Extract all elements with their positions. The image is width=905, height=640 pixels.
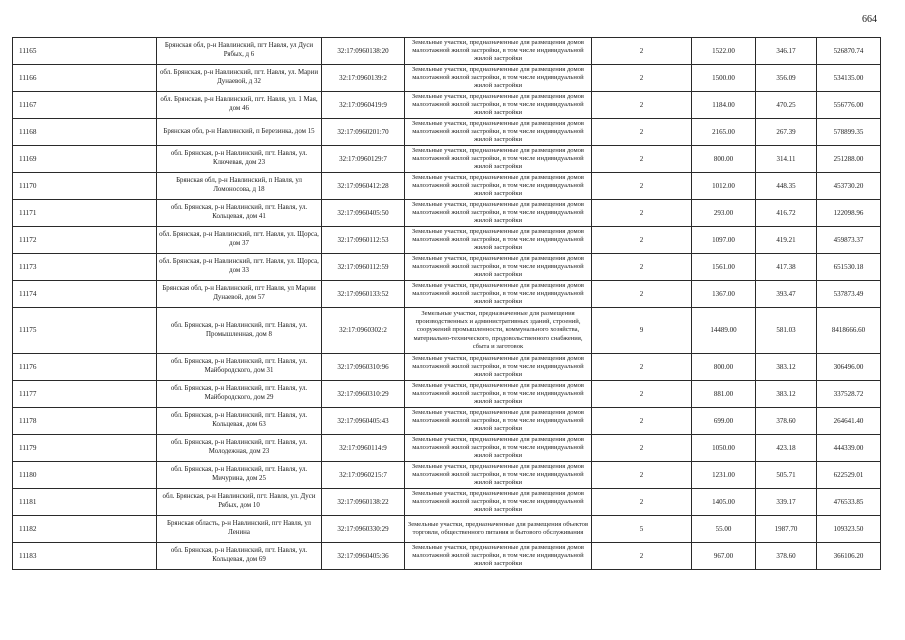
cadastral-number-cell: 32:17:0960138:20 [322,38,405,65]
table-row [13,38,881,65]
land-use-cell: Земельные участки, предназначенные для размещения домов малоэтажной жилой застройки, в том числе индивидуальной жилой застройки [405,462,592,489]
unit-value-cell: 378.60 [756,408,817,435]
cadastral-number-cell: 32:17:0960412:28 [322,173,405,200]
unit-value-cell: 346.17 [756,38,817,65]
record-number-cell: 11178 [13,408,157,435]
address-cell: обл. Брянская, р-н Навлинский, пгт. Навля, ул. Кольцевая, дом 41 [157,200,322,227]
record-number-cell: 11180 [13,462,157,489]
unit-value-cell: 581.03 [756,308,817,354]
cadastral-value-cell: 8418666.60 [817,308,881,354]
land-use-cell: Земельные участки, предназначенные для размещения домов малоэтажной жилой застройки, в том числе индивидуальной жилой застройки [405,38,592,65]
area-cell: 1012.00 [692,173,756,200]
address-cell: обл. Брянская, р-н Навлинский, пгт. Навля, ул. Щорса, дом 37 [157,227,322,254]
record-number-cell: 11175 [13,308,157,354]
area-cell: 55.00 [692,516,756,543]
land-use-cell: Земельные участки, предназначенные для размещения домов малоэтажной жилой застройки, в том числе индивидуальной жилой застройки [405,281,592,308]
area-cell: 1231.00 [692,462,756,489]
cadastral-value-cell: 459873.37 [817,227,881,254]
unit-value-cell: 378.60 [756,543,817,570]
land-use-cell: Земельные участки, предназначенные для размещения домов малоэтажной жилой застройки, в том числе индивидуальной жилой застройки [405,65,592,92]
area-cell: 881.00 [692,381,756,408]
record-number-cell: 11181 [13,489,157,516]
land-use-cell: Земельные участки, предназначенные для размещения домов малоэтажной жилой застройки, в том числе индивидуальной жилой застройки [405,543,592,570]
cadastral-value-cell: 251288.00 [817,146,881,173]
use-group-cell: 2 [592,489,692,516]
area-cell: 2165.00 [692,119,756,146]
cadastral-number-cell: 32:17:0960215:7 [322,462,405,489]
record-number-cell: 11169 [13,146,157,173]
cadastral-number-cell: 32:17:0960133:52 [322,281,405,308]
table-row [13,200,881,227]
use-group-cell: 2 [592,92,692,119]
address-cell: обл. Брянская, р-н Навлинский, пгт. Навля, ул. Майбородского, дом 29 [157,381,322,408]
land-use-cell: Земельные участки, предназначенные для размещения домов малоэтажной жилой застройки, в том числе индивидуальной жилой застройки [405,173,592,200]
address-cell: обл. Брянская, р-н Навлинский, пгт. Навля, ул. Майбородского, дом 31 [157,354,322,381]
use-group-cell: 2 [592,65,692,92]
address-cell: обл. Брянская, р-н Навлинский, пгт. Навля, ул. Ключевая, дом 23 [157,146,322,173]
cadastral-number-cell: 32:17:0960330:29 [322,516,405,543]
address-cell: обл. Брянская, р-н Навлинский, пгт. Навля, ул. 1 Мая, дом 46 [157,92,322,119]
area-cell: 1097.00 [692,227,756,254]
table-row [13,354,881,381]
land-use-cell: Земельные участки, предназначенные для размещения домов малоэтажной жилой застройки, в том числе индивидуальной жилой застройки [405,200,592,227]
unit-value-cell: 383.12 [756,381,817,408]
use-group-cell: 2 [592,408,692,435]
land-use-cell: Земельные участки, предназначенные для размещения домов малоэтажной жилой застройки, в том числе индивидуальной жилой застройки [405,92,592,119]
cadastral-number-cell: 32:17:0960310:29 [322,381,405,408]
record-number-cell: 11170 [13,173,157,200]
cadastral-value-cell: 122098.96 [817,200,881,227]
use-group-cell: 2 [592,354,692,381]
record-number-cell: 11168 [13,119,157,146]
area-cell: 1050.00 [692,435,756,462]
cadastral-number-cell: 32:17:0960405:36 [322,543,405,570]
cadastral-value-cell: 264641.40 [817,408,881,435]
cadastral-number-cell: 32:17:0960405:50 [322,200,405,227]
unit-value-cell: 417.38 [756,254,817,281]
address-cell: обл. Брянская, р-н Навлинский, пгт. Навля, ул. Дуси Рябых, дом 10 [157,489,322,516]
unit-value-cell: 1987.70 [756,516,817,543]
table-row [13,408,881,435]
address-cell: Брянская обл, р-н Навлинский, п Березинка, дом 15 [157,119,322,146]
area-cell: 14489.00 [692,308,756,354]
cadastral-number-cell: 32:17:0960405:43 [322,408,405,435]
cadastral-number-cell: 32:17:0960129:7 [322,146,405,173]
record-number-cell: 11177 [13,381,157,408]
use-group-cell: 9 [592,308,692,354]
use-group-cell: 2 [592,119,692,146]
cadastral-value-cell: 651530.18 [817,254,881,281]
unit-value-cell: 419.21 [756,227,817,254]
table-row [13,516,881,543]
use-group-cell: 2 [592,462,692,489]
table-row [13,308,881,354]
record-number-cell: 11176 [13,354,157,381]
address-cell: обл. Брянская, р-н Навлинский, пгт. Навля, ул. Кольцевая, дом 69 [157,543,322,570]
area-cell: 1500.00 [692,65,756,92]
use-group-cell: 2 [592,227,692,254]
land-use-cell: Земельные участки, предназначенные для размещения домов малоэтажной жилой застройки, в том числе индивидуальной жилой застройки [405,354,592,381]
unit-value-cell: 505.71 [756,462,817,489]
table-row [13,435,881,462]
address-cell: обл. Брянская, р-н Навлинский, пгт. Навля, ул. Промышленная, дом 8 [157,308,322,354]
use-group-cell: 2 [592,38,692,65]
cadastral-number-cell: 32:17:0960114:9 [322,435,405,462]
cadastral-number-cell: 32:17:0960201:70 [322,119,405,146]
address-cell: обл. Брянская, р-н Навлинский, пгт. Навля, ул. Марии Дунаевой, д 32 [157,65,322,92]
cadastral-number-cell: 32:17:0960302:2 [322,308,405,354]
cadastral-value-cell: 526870.74 [817,38,881,65]
cadastral-value-cell: 556776.00 [817,92,881,119]
table-row [13,119,881,146]
address-cell: обл. Брянская, р-н Навлинский, пгт. Навля, ул. Молодежная, дом 23 [157,435,322,462]
record-number-cell: 11171 [13,200,157,227]
land-use-cell: Земельные участки, предназначенные для размещения домов малоэтажной жилой застройки, в том числе индивидуальной жилой застройки [405,119,592,146]
record-number-cell: 11174 [13,281,157,308]
table-row [13,173,881,200]
land-use-cell: Земельные участки, предназначенные для размещения домов малоэтажной жилой застройки, в том числе индивидуальной жилой застройки [405,227,592,254]
area-cell: 1367.00 [692,281,756,308]
area-cell: 800.00 [692,146,756,173]
table-body [13,38,881,570]
cadastral-number-cell: 32:17:0960112:53 [322,227,405,254]
unit-value-cell: 393.47 [756,281,817,308]
use-group-cell: 2 [592,146,692,173]
table-row [13,381,881,408]
cadastral-value-cell: 453730.20 [817,173,881,200]
area-cell: 800.00 [692,354,756,381]
area-cell: 1561.00 [692,254,756,281]
unit-value-cell: 267.39 [756,119,817,146]
cadastral-value-cell: 306496.00 [817,354,881,381]
land-use-cell: Земельные участки, предназначенные для размещения объектов торговли, общественного питания и бытового обслуживания [405,516,592,543]
cadastral-value-cell: 444339.00 [817,435,881,462]
unit-value-cell: 416.72 [756,200,817,227]
use-group-cell: 2 [592,281,692,308]
land-use-cell: Земельные участки, предназначенные для размещения домов малоэтажной жилой застройки, в том числе индивидуальной жилой застройки [405,489,592,516]
record-number-cell: 11183 [13,543,157,570]
table-row [13,65,881,92]
area-cell: 293.00 [692,200,756,227]
record-number-cell: 11167 [13,92,157,119]
area-cell: 1405.00 [692,489,756,516]
cadastral-value-cell: 578899.35 [817,119,881,146]
cadastral-value-cell: 337528.72 [817,381,881,408]
record-number-cell: 11172 [13,227,157,254]
record-number-cell: 11165 [13,38,157,65]
unit-value-cell: 339.17 [756,489,817,516]
unit-value-cell: 383.12 [756,354,817,381]
use-group-cell: 2 [592,173,692,200]
cadastral-value-table [12,37,881,570]
land-use-cell: Земельные участки, предназначенные для размещения домов малоэтажной жилой застройки, в том числе индивидуальной жилой застройки [405,146,592,173]
land-use-cell: Земельные участки, предназначенные для размещения домов малоэтажной жилой застройки, в том числе индивидуальной жилой застройки [405,381,592,408]
address-cell: Брянская обл, р-н Навлинский, пгт Навля, ул Марии Дунаевой, дом 57 [157,281,322,308]
use-group-cell: 2 [592,435,692,462]
use-group-cell: 2 [592,543,692,570]
area-cell: 1184.00 [692,92,756,119]
record-number-cell: 11166 [13,65,157,92]
area-cell: 699.00 [692,408,756,435]
cadastral-value-cell: 476533.85 [817,489,881,516]
use-group-cell: 2 [592,254,692,281]
land-use-cell: Земельные участки, предназначенные для размещения домов малоэтажной жилой застройки, в том числе индивидуальной жилой застройки [405,254,592,281]
address-cell: Брянская обл, р-н Навлинский, п Навля, ул Ломоносова, д 18 [157,173,322,200]
address-cell: Брянская область, р-н Навлинский, пгт Навля, ул Ленина [157,516,322,543]
cadastral-number-cell: 32:17:0960419:9 [322,92,405,119]
record-number-cell: 11173 [13,254,157,281]
table-row [13,92,881,119]
address-cell: обл. Брянская, р-н Навлинский, пгт. Навля, ул. Мичурина, дом 25 [157,462,322,489]
record-number-cell: 11179 [13,435,157,462]
cadastral-value-cell: 109323.50 [817,516,881,543]
page-number: 664 [862,14,877,25]
land-use-cell: Земельные участки, предназначенные для размещения домов малоэтажной жилой застройки, в том числе индивидуальной жилой застройки [405,435,592,462]
table-row [13,543,881,570]
use-group-cell: 2 [592,381,692,408]
unit-value-cell: 470.25 [756,92,817,119]
use-group-cell: 5 [592,516,692,543]
cadastral-value-cell: 366106.20 [817,543,881,570]
use-group-cell: 2 [592,200,692,227]
table-row [13,254,881,281]
table-row [13,281,881,308]
cadastral-number-cell: 32:17:0960310:96 [322,354,405,381]
land-use-cell: Земельные участки, предназначенные для размещения домов малоэтажной жилой застройки, в том числе индивидуальной жилой застройки [405,408,592,435]
land-use-cell: Земельные участки, предназначенные для размещения производственных и административных зданий, строений, сооружений промышленности, коммунального хозяйства, материально-технического, продовольственного снабжения, сбыта и заготовок [405,308,592,354]
cadastral-value-cell: 537873.49 [817,281,881,308]
unit-value-cell: 423.18 [756,435,817,462]
address-cell: Брянская обл, р-н Навлинский, пгт Навля, ул Дуси Рябых, д 6 [157,38,322,65]
cadastral-number-cell: 32:17:0960112:59 [322,254,405,281]
area-cell: 967.00 [692,543,756,570]
cadastral-number-cell: 32:17:0960139:2 [322,65,405,92]
unit-value-cell: 356.09 [756,65,817,92]
address-cell: обл. Брянская, р-н Навлинский, пгт. Навля, ул. Кольцевая, дом 63 [157,408,322,435]
cadastral-value-cell: 534135.00 [817,65,881,92]
cadastral-number-cell: 32:17:0960138:22 [322,489,405,516]
area-cell: 1522.00 [692,38,756,65]
unit-value-cell: 448.35 [756,173,817,200]
table-row [13,462,881,489]
record-number-cell: 11182 [13,516,157,543]
table-row [13,489,881,516]
table-row [13,227,881,254]
cadastral-value-cell: 622529.01 [817,462,881,489]
table-row [13,146,881,173]
unit-value-cell: 314.11 [756,146,817,173]
address-cell: обл. Брянская, р-н Навлинский, пгт. Навля, ул. Щорса, дом 33 [157,254,322,281]
